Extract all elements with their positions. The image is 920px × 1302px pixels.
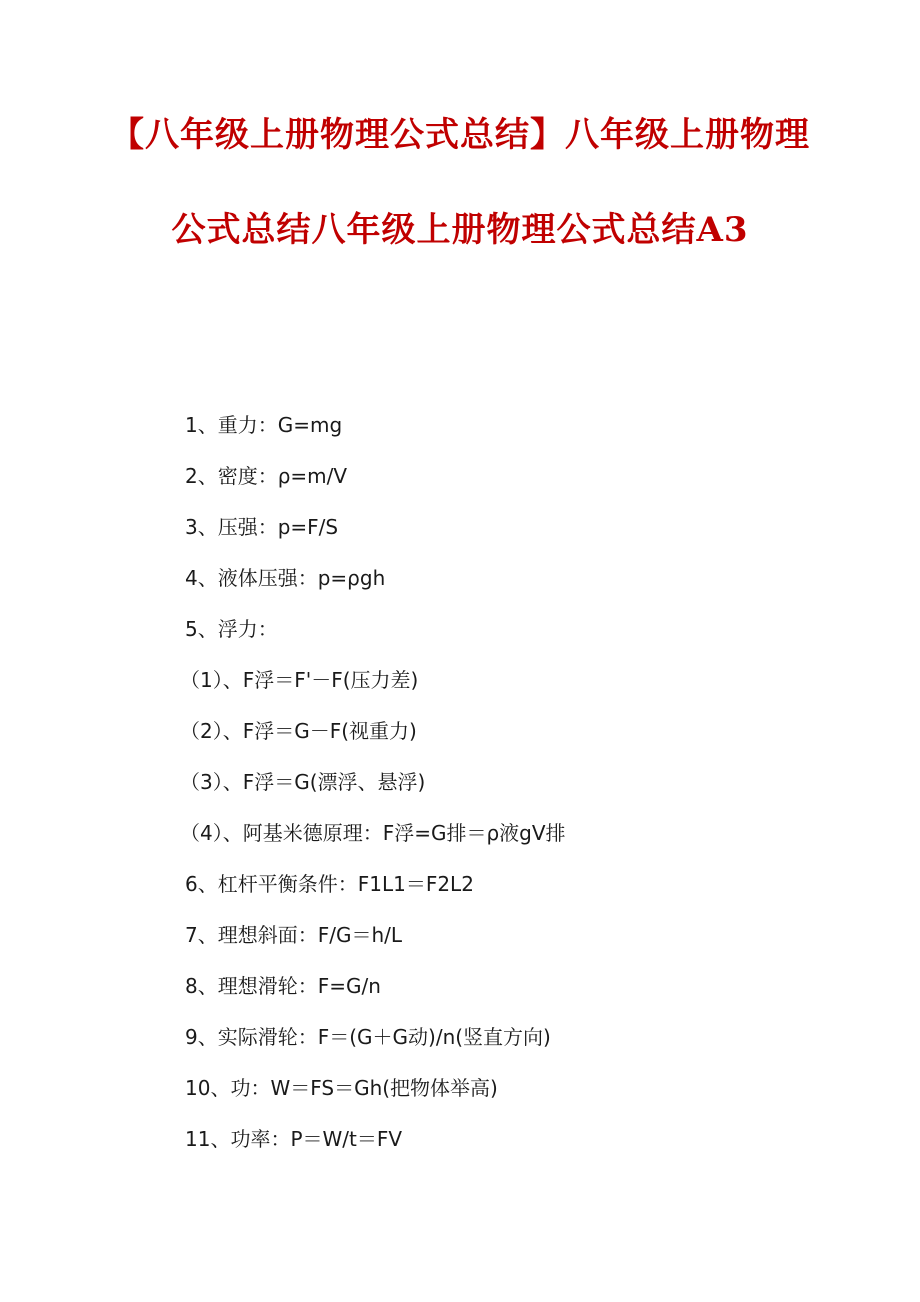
- formula-subitem-archimedes: （4）、阿基米德原理：F浮=G排＝ρ液gV排: [180, 821, 566, 845]
- formula-item-real-pulley: 9、实际滑轮：F＝(G＋G动)/n(竖直方向): [185, 1025, 551, 1049]
- formula-item-gravity: 1、重力：G=mg: [185, 413, 343, 437]
- formula-item-pressure: 3、压强：p=F/S: [185, 515, 339, 539]
- formula-item-ideal-incline: 7、理想斜面：F/G＝h/L: [185, 923, 403, 947]
- document-title: 【八年级上册物理公式总结】八年级上册物理公式总结八年级上册物理公式总结A3: [110, 115, 810, 250]
- formula-item-buoyancy: 5、浮力：: [185, 617, 278, 641]
- formula-item-density: 2、密度：ρ=m/V: [185, 464, 348, 488]
- formula-item-ideal-pulley: 8、理想滑轮：F=G/n: [185, 974, 381, 998]
- formula-subitem-pressure-difference: （1）、F浮＝F'－F(压力差): [180, 668, 419, 692]
- formula-item-liquid-pressure: 4、液体压强：p=ρgh: [185, 566, 386, 590]
- formula-subitem-floating: （3）、F浮＝G(漂浮、悬浮): [180, 770, 426, 794]
- formula-subitem-apparent-weight: （2）、F浮＝G－F(视重力): [180, 719, 417, 743]
- formula-item-power: 11、功率：P＝W/t＝FV: [185, 1127, 403, 1151]
- formula-item-work: 10、功：W＝FS＝Gh(把物体举高): [185, 1076, 498, 1100]
- formula-list: [0, 400, 920, 1165]
- formula-item-lever-balance: 6、杠杆平衡条件：F1L1＝F2L2: [185, 872, 474, 896]
